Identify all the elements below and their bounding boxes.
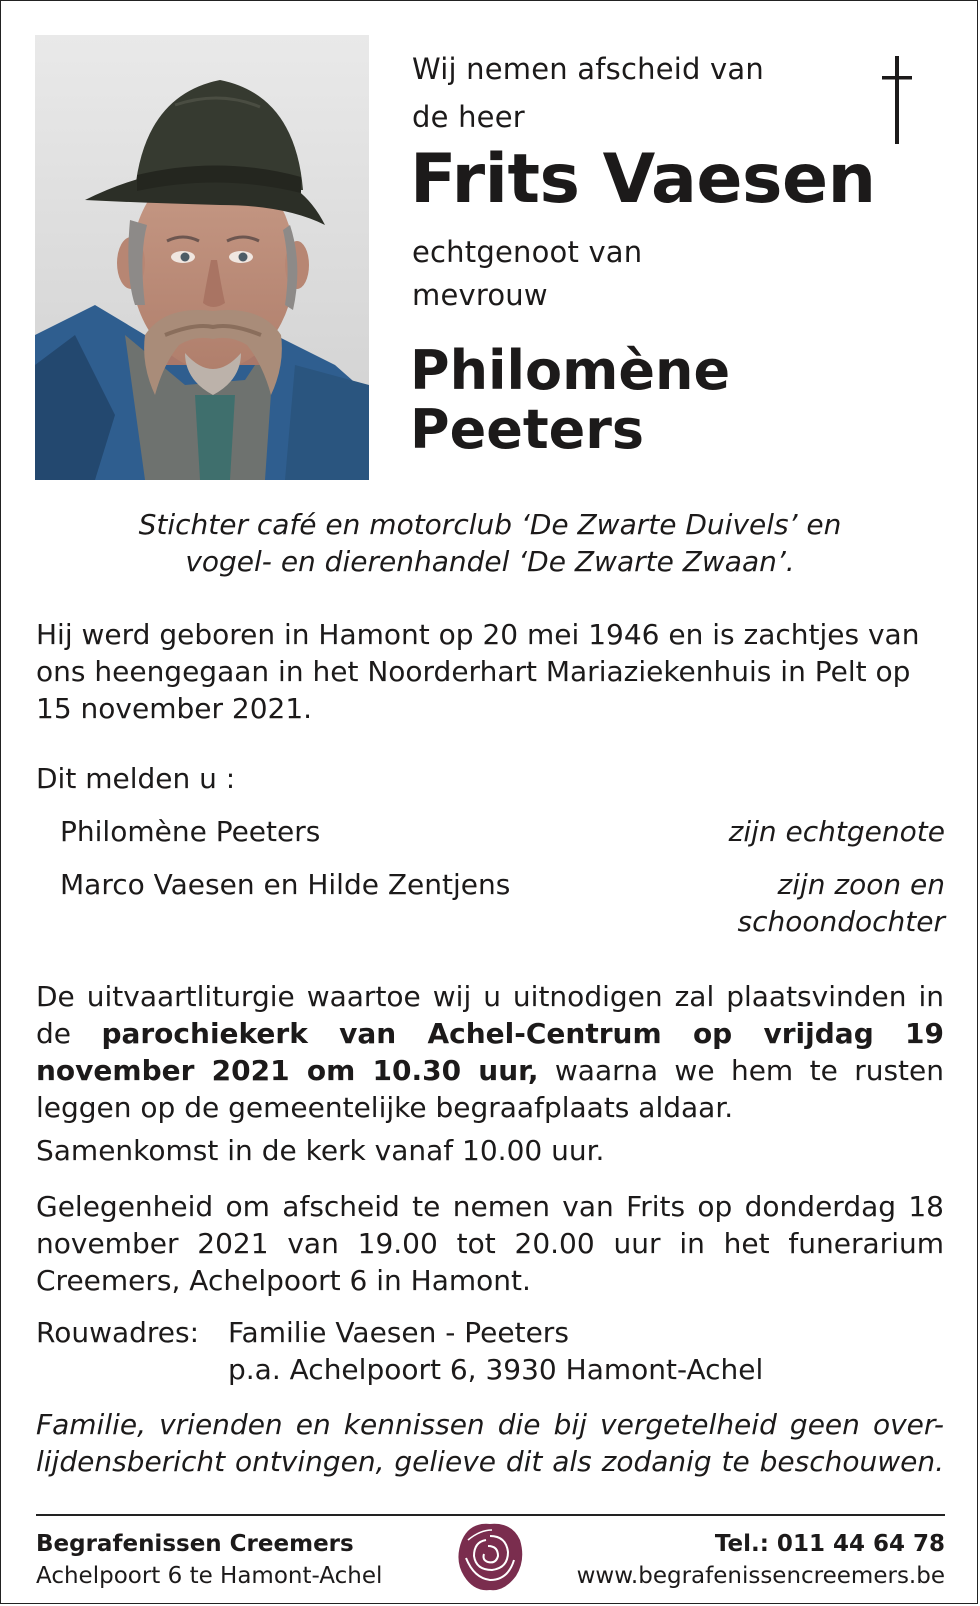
cross-icon [882, 56, 912, 144]
farewell-paragraph: Gelegenheid om afscheid te nemen van Frits op donderdag 18 november 2021 van 19.00 tot 20.00 uur in het funerarium Creemers, Achelpoort 6 in Hamont. [36, 1190, 944, 1297]
closing-note [36, 1406, 944, 1480]
funeral-home-address: Achelpoort 6 te Hamont-Achel [36, 1563, 383, 1589]
phone-number[interactable]: Tel.: 011 44 64 78 [714, 1531, 945, 1557]
address-line-2: p.a. Achelpoort 6, 3930 Hamont-Achel [228, 1353, 764, 1386]
funeral-home-info [36, 1528, 382, 1592]
footer-divider [36, 1514, 945, 1516]
spouse-name-first: Philomène [410, 339, 731, 402]
intro-line-1: Wij nemen afscheid van [412, 52, 764, 86]
announced-by-label: Dit melden u : [36, 762, 236, 795]
spouse-intro-line-2: mevrouw [412, 278, 548, 312]
gathering-paragraph: Samenkomst in de kerk vanaf 10.00 uur. [36, 1134, 605, 1167]
relative-role-line-1: zijn zoon en [777, 868, 945, 901]
tagline [0, 506, 980, 580]
funeral-text-1: De uitvaartliturgie waartoe wij u uitnodigen zal plaatsvinden in de [36, 980, 944, 1050]
closing-line-1: Familie, vrienden en kennissen die bij vergetelheid geen over- [36, 1408, 944, 1441]
portrait-photo [35, 35, 369, 480]
website-link[interactable]: www.begrafenissencreemers.be [576, 1563, 945, 1589]
birth-death-paragraph: Hij werd geboren in Hamont op 20 mei 1946 en is zachtjes van ons heengegaan in het Noorderhart Mariaziekenhuis in Pelt op 15 november 2021. [36, 618, 920, 725]
address-label: Rouwadres: [36, 1316, 200, 1349]
rose-logo-icon [452, 1518, 528, 1594]
funeral-paragraph [36, 978, 944, 1126]
relative-name: Philomène Peeters [60, 815, 321, 848]
spouse-name-last: Peeters [410, 397, 645, 461]
deceased-name: Frits Vaesen [410, 140, 876, 219]
funeral-text-2: waarna we hem te rusten leggen op de gemeentelijke begraafplaats aldaar. [36, 1054, 944, 1124]
relative-role [738, 866, 946, 940]
funeral-home-name: Begrafenissen Creemers [36, 1531, 354, 1557]
spouse-intro-line-1: echtgenoot van [412, 235, 643, 269]
relative-role: zijn echtgenote [728, 815, 945, 848]
tagline-line-2: vogel- en dierenhandel ‘De Zwarte Zwaan’. [185, 545, 795, 578]
intro-line-2: de heer [412, 100, 525, 134]
funeral-location-time: parochiekerk van Achel-Centrum op vrijdag 19 november 2021 om 10.30 uur, [36, 1017, 944, 1087]
spouse-name [410, 339, 731, 461]
tagline-line-1: Stichter café en motorclub ‘De Zwarte Duivels’ en [138, 508, 842, 541]
address-line-1: Familie Vaesen - Peeters [228, 1316, 569, 1349]
relative-name: Marco Vaesen en Hilde Zentjens [60, 868, 511, 901]
relative-role-line-2: schoondochter [737, 905, 945, 938]
funeral-home-contact [577, 1528, 945, 1592]
closing-line-2: lijdensbericht ontvingen, gelieve dit als zodanig te beschouwen. [36, 1445, 944, 1478]
